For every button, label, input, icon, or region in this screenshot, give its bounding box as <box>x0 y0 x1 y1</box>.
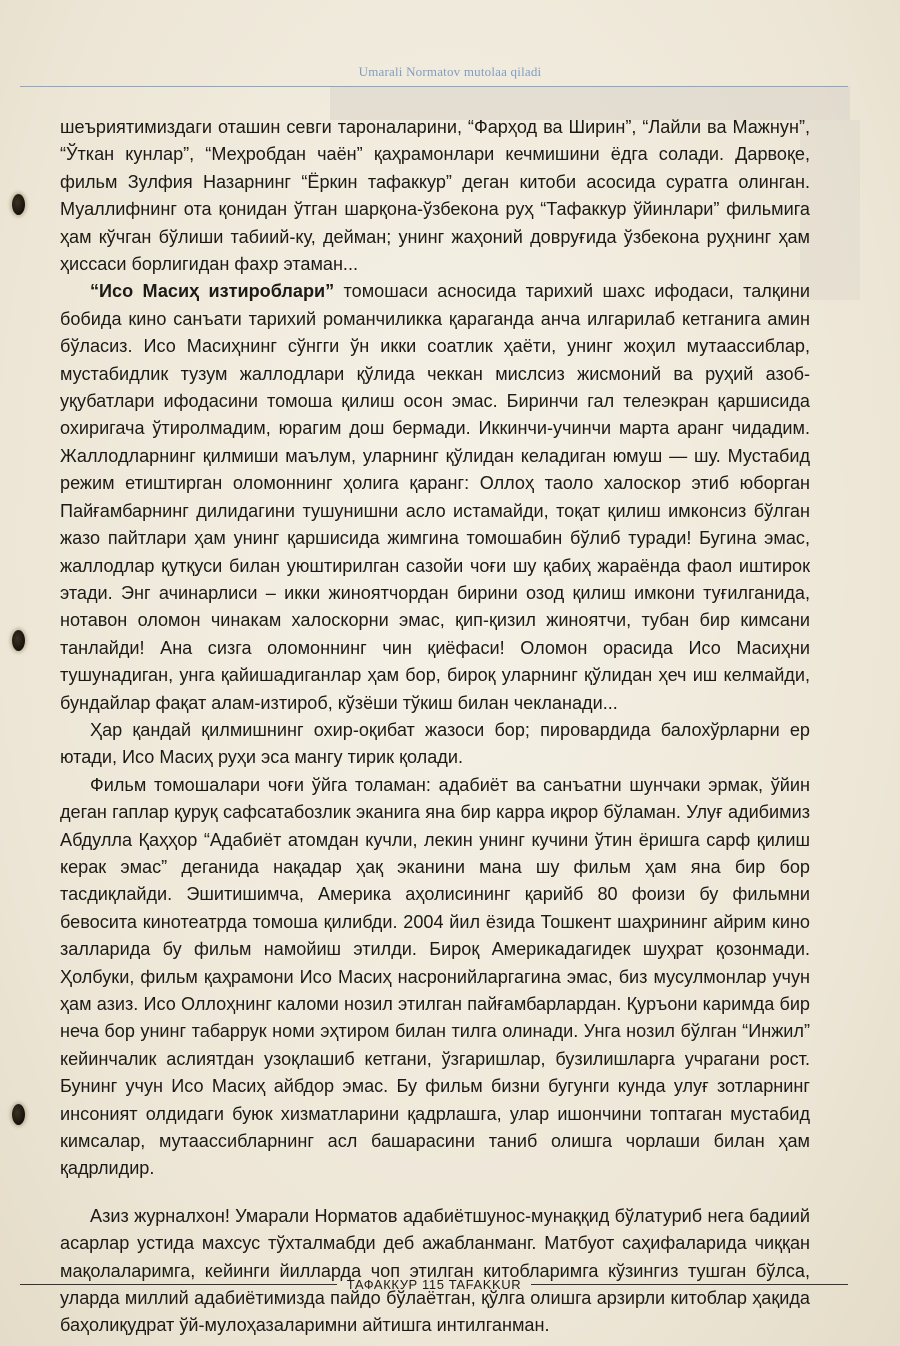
footer-rule-left <box>20 1284 337 1285</box>
body-text <box>60 114 810 1340</box>
footer-rule-right <box>531 1284 848 1285</box>
paragraph: Фильм томошалари чоғи ўйга толаман: адабиёт ва санъатни шунчаки эрмак, ўйин деган гаплар қуруқ сафсатабозлик эканига яна бир карра иқрор бўламан. Улуғ адибимиз Абдулла Қаҳҳор “Адабиёт атомдан кучли, лекин унинг кучини ўтин ёришга сарф қилиш керак эмас” деганида нақадар ҳақ эканини мана шу фильм ҳам яна бир бор тасдиқлайди. Эшитишимча, Америка аҳолисининг қарийб 80 фоизи бу фильмни бевосита кинотеатрда томоша қилибди. 2004 йил ёзида Тошкент шаҳрининг айрим кино залларида бу фильм намойиш этилди. Бироқ Америкадагидек шуҳрат қозонмади. Ҳолбуки, фильм қаҳрамони Исо Масиҳ насронийларгагина эмас, биз мусулмонлар учун ҳам азиз. Исо Оллоҳнинг каломи нозил этилган пайғамбарлардан. Қуръони каримда бир неча бор унинг табаррук номи эҳтиром билан тилга олинади. Унга нозил бўлган “Инжил” кейинчалик аслиятдан узоқлашиб кетгани, ўзгаришлар, бузилишларга учрагани рост. Бунинг учун Исо Масиҳ айбдор эмас. Бу фильм бизни бугунги кунда улуғ зотларнинг инсоният олдидаги буюк хизматларини қадрлашга, улар ишончини топтаган мустабид кимсалар, мутаассибларнинг асл башарасини таниб олишга чорлаши билан ҳам қадрлидир. <box>60 774 810 1179</box>
paragraph: шеъриятимиздаги оташин севги тароналарини, “Фарҳод ва Ширин”, “Лайли ва Мажнун”, “Ўткан кунлар”, “Меҳробдан чаён” қаҳрамонлари кечмишини ёдга солади. Дарвоқе, фильм Зулфия Назарнинг “Ёркин тафаккур” деган китоби асосида суратга олинган. Муаллифнинг ота қонидан ўтган шарқона-ўзбекона руҳ “Тафаккур ўйинлари” фильмига ҳам кўчган бўлиши табиий-ку, дейман; унинг жаҳоний довруғида ўзбекона руҳнинг ҳам ҳиссаси борлигидан фахр этаман... <box>60 117 810 275</box>
bold-title: “Исо Масиҳ изтироблари” <box>90 281 335 302</box>
page-number-label: ТАФАККУР 115 TAFAKKUR <box>346 1276 522 1292</box>
punch-hole <box>12 630 25 651</box>
paragraph: “Исо Масиҳ изтироблари” томошаси асносида тарихий шахс ифодаси, талқини бобида кино санъати тарихий романчиликка қараганда анча илгарилаб кетганига амин бўласиз. Исо Масиҳнинг сўнгги ўн икки соатлик ҳаёти, унинг жоҳил мутаассиблар, мустабидлик тузум жаллодлари қўлида чеккан мислсиз жисмоний ва руҳий азоб-уқубатлари ифодасини томоша қилиш осон эмас. Биринчи гал телеэкран қаршисида охиригача ўтиролмадим, юрагим дош бермади. Иккинчи-учинчи марта аранг чидадим. Жаллодларнинг қилмиши маълум, уларнинг қўлидан келадиган юмуш — шу. Мустабид режим етиштирган оломоннинг ҳолига қаранг: Оллоҳ таоло халоскор этиб юборган Пайғамбарнинг дилидагини тушунишни асло истамайди, тоқат қилиш имконсиз бўлган жазо пайтлари ҳам унинг қаршисида жимгина томошабин бўлиб туради! Бугина эмас, жаллодлар қутқуси билан уюштирилган сазойи чоғи шу қабиҳ жараёнда фаол иштирок этади. Энг ачинарлиси – икки жиноятчордан бирини озод қилиш имкони туғилганида, нотавон оломон чинакам халоскорни эмас, қип-қизил жиноятчи, тубан бир кимсани танлайди! Ана сизга оломоннинг чин қиёфаси! Оломон орасида Исо Масиҳни тушунадиган, унга қайишадиганлар ҳам бор, бироқ уларнинг қўлидан ҳеч иш келмайди, бундайлар фақат алам-изтироб, кўзёши тўкиш билан чекланади... <box>60 281 810 713</box>
paragraph: Азиз журналхон! Умарали Норматов адабиётшунос-мунаққид бўлатуриб нега бадиий асарлар устида махсус тўхталмабди деб ажабланманг. Матбуот саҳифаларида чиққан мақолаларимга, кейинги йилларда чоп этилган китобларимга кўзингиз тушган бўлса, уларда миллий адабиётимизда пайдо бўлаётган, қўлга олишга арзирли китоблар ҳақида баҳолиқудрат ўй-мулоҳазаларимни айтишга интилганман. <box>60 1205 810 1336</box>
page-footer <box>20 1274 848 1294</box>
paragraph: Ҳар қандай қилмишнинг охир-оқибат жазоси бор; пировардида балохўрларни ер ютади, Исо Масиҳ руҳи эса мангу тирик қолади. <box>60 719 810 768</box>
header-rule <box>20 86 848 87</box>
punch-hole <box>12 194 25 215</box>
running-head: Umarali Normatov mutolaa qiladi <box>358 64 542 79</box>
punch-hole <box>12 1104 25 1125</box>
